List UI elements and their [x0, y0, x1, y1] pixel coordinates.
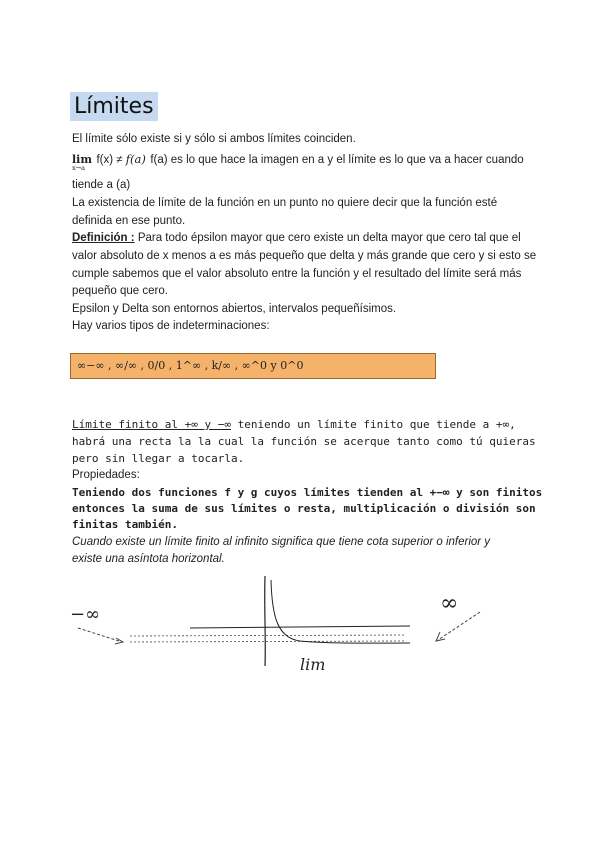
- finite-limit-text: teniendo un límite finito que tiende a +∞,: [230, 418, 516, 431]
- limit-expression-line: [72, 150, 524, 172]
- text-line-10: Epsilon y Delta son entornos abiertos, intervalos pequeñísimos.: [72, 303, 397, 315]
- lim-fa: f(a): [125, 152, 146, 166]
- lim-handwritten-label: lim: [300, 655, 326, 674]
- right-infinity-label: ∞: [440, 591, 459, 616]
- text-line-11: Hay varios tipos de indeterminaciones:: [72, 320, 270, 332]
- right-arrow-head: [436, 632, 445, 641]
- right-arrow-stroke: [438, 612, 480, 640]
- text-line-4: La existencia de límite de la función en un punto no quiere decir que la función esté: [72, 197, 498, 209]
- text-line-20: existe una asíntota horizontal.: [72, 553, 225, 565]
- text-line-14: pero sin llegar a tocarla.: [72, 452, 245, 465]
- text-line-9: pequeño que cero.: [72, 285, 168, 297]
- definition-text: Para todo épsilon mayor que cero existe un delta mayor que cero tal que el: [134, 232, 521, 244]
- finite-limit-label: Límite finito al +∞ y −∞: [72, 418, 231, 431]
- text-line-18: finitas también.: [72, 518, 178, 531]
- text-line-17: entonces la suma de sus límites o resta, multiplicación o división son: [72, 502, 536, 515]
- text-line-3: tiende a (a): [72, 179, 131, 191]
- text-line-19: Cuando existe un límite finito al infinito significa que tiene cota superior o inferior y: [72, 536, 491, 548]
- properties-heading: Propiedades:: [72, 469, 140, 481]
- text-line-1: El límite sólo existe si y sólo si ambos límites coinciden.: [72, 133, 356, 145]
- text-line-7: valor absoluto de x menos a es más pequeño que delta y más grande que cero y si esto se: [72, 250, 537, 262]
- text-line-8: cumple sabemos que el valor absoluto entre la función y el resultado del límite será más: [72, 268, 522, 280]
- definition-line: [72, 232, 521, 244]
- asymptote-line-upper: [130, 635, 405, 636]
- left-arrow-head: [115, 638, 123, 644]
- y-axis-stroke: [265, 576, 266, 666]
- definition-label: Definición :: [72, 232, 135, 244]
- x-axis-stroke: [190, 626, 410, 628]
- asymptote-sketch: [60, 568, 500, 678]
- finite-limit-line: [72, 418, 516, 431]
- text-line-5: definida en ese punto.: [72, 215, 186, 227]
- lim-operator: lim: [72, 153, 92, 166]
- left-infinity-label: −∞: [70, 604, 101, 625]
- page-title: Límites: [70, 92, 158, 121]
- lim-explanation: f(a) es lo que hace la imagen en a y el límite es lo que va a hacer cuando: [150, 154, 524, 166]
- indeterminations-box: ∞−∞ , ∞/∞ , 0/0 , 1^∞ , k/∞ , ∞^0 y 0^0: [70, 353, 436, 379]
- left-arrow-stroke: [78, 628, 122, 642]
- text-line-16: Teniendo dos funciones f y g cuyos límites tienden al +−∞ y son finitos: [72, 486, 543, 499]
- lim-subscript: x→a: [72, 164, 85, 172]
- function-curve: [271, 580, 410, 643]
- asymptote-line-lower: [130, 641, 405, 642]
- lim-expression: f(x) ≠: [96, 154, 126, 166]
- text-line-13: habrá una recta la la cual la función se acerque tanto como tú quieras: [72, 435, 536, 448]
